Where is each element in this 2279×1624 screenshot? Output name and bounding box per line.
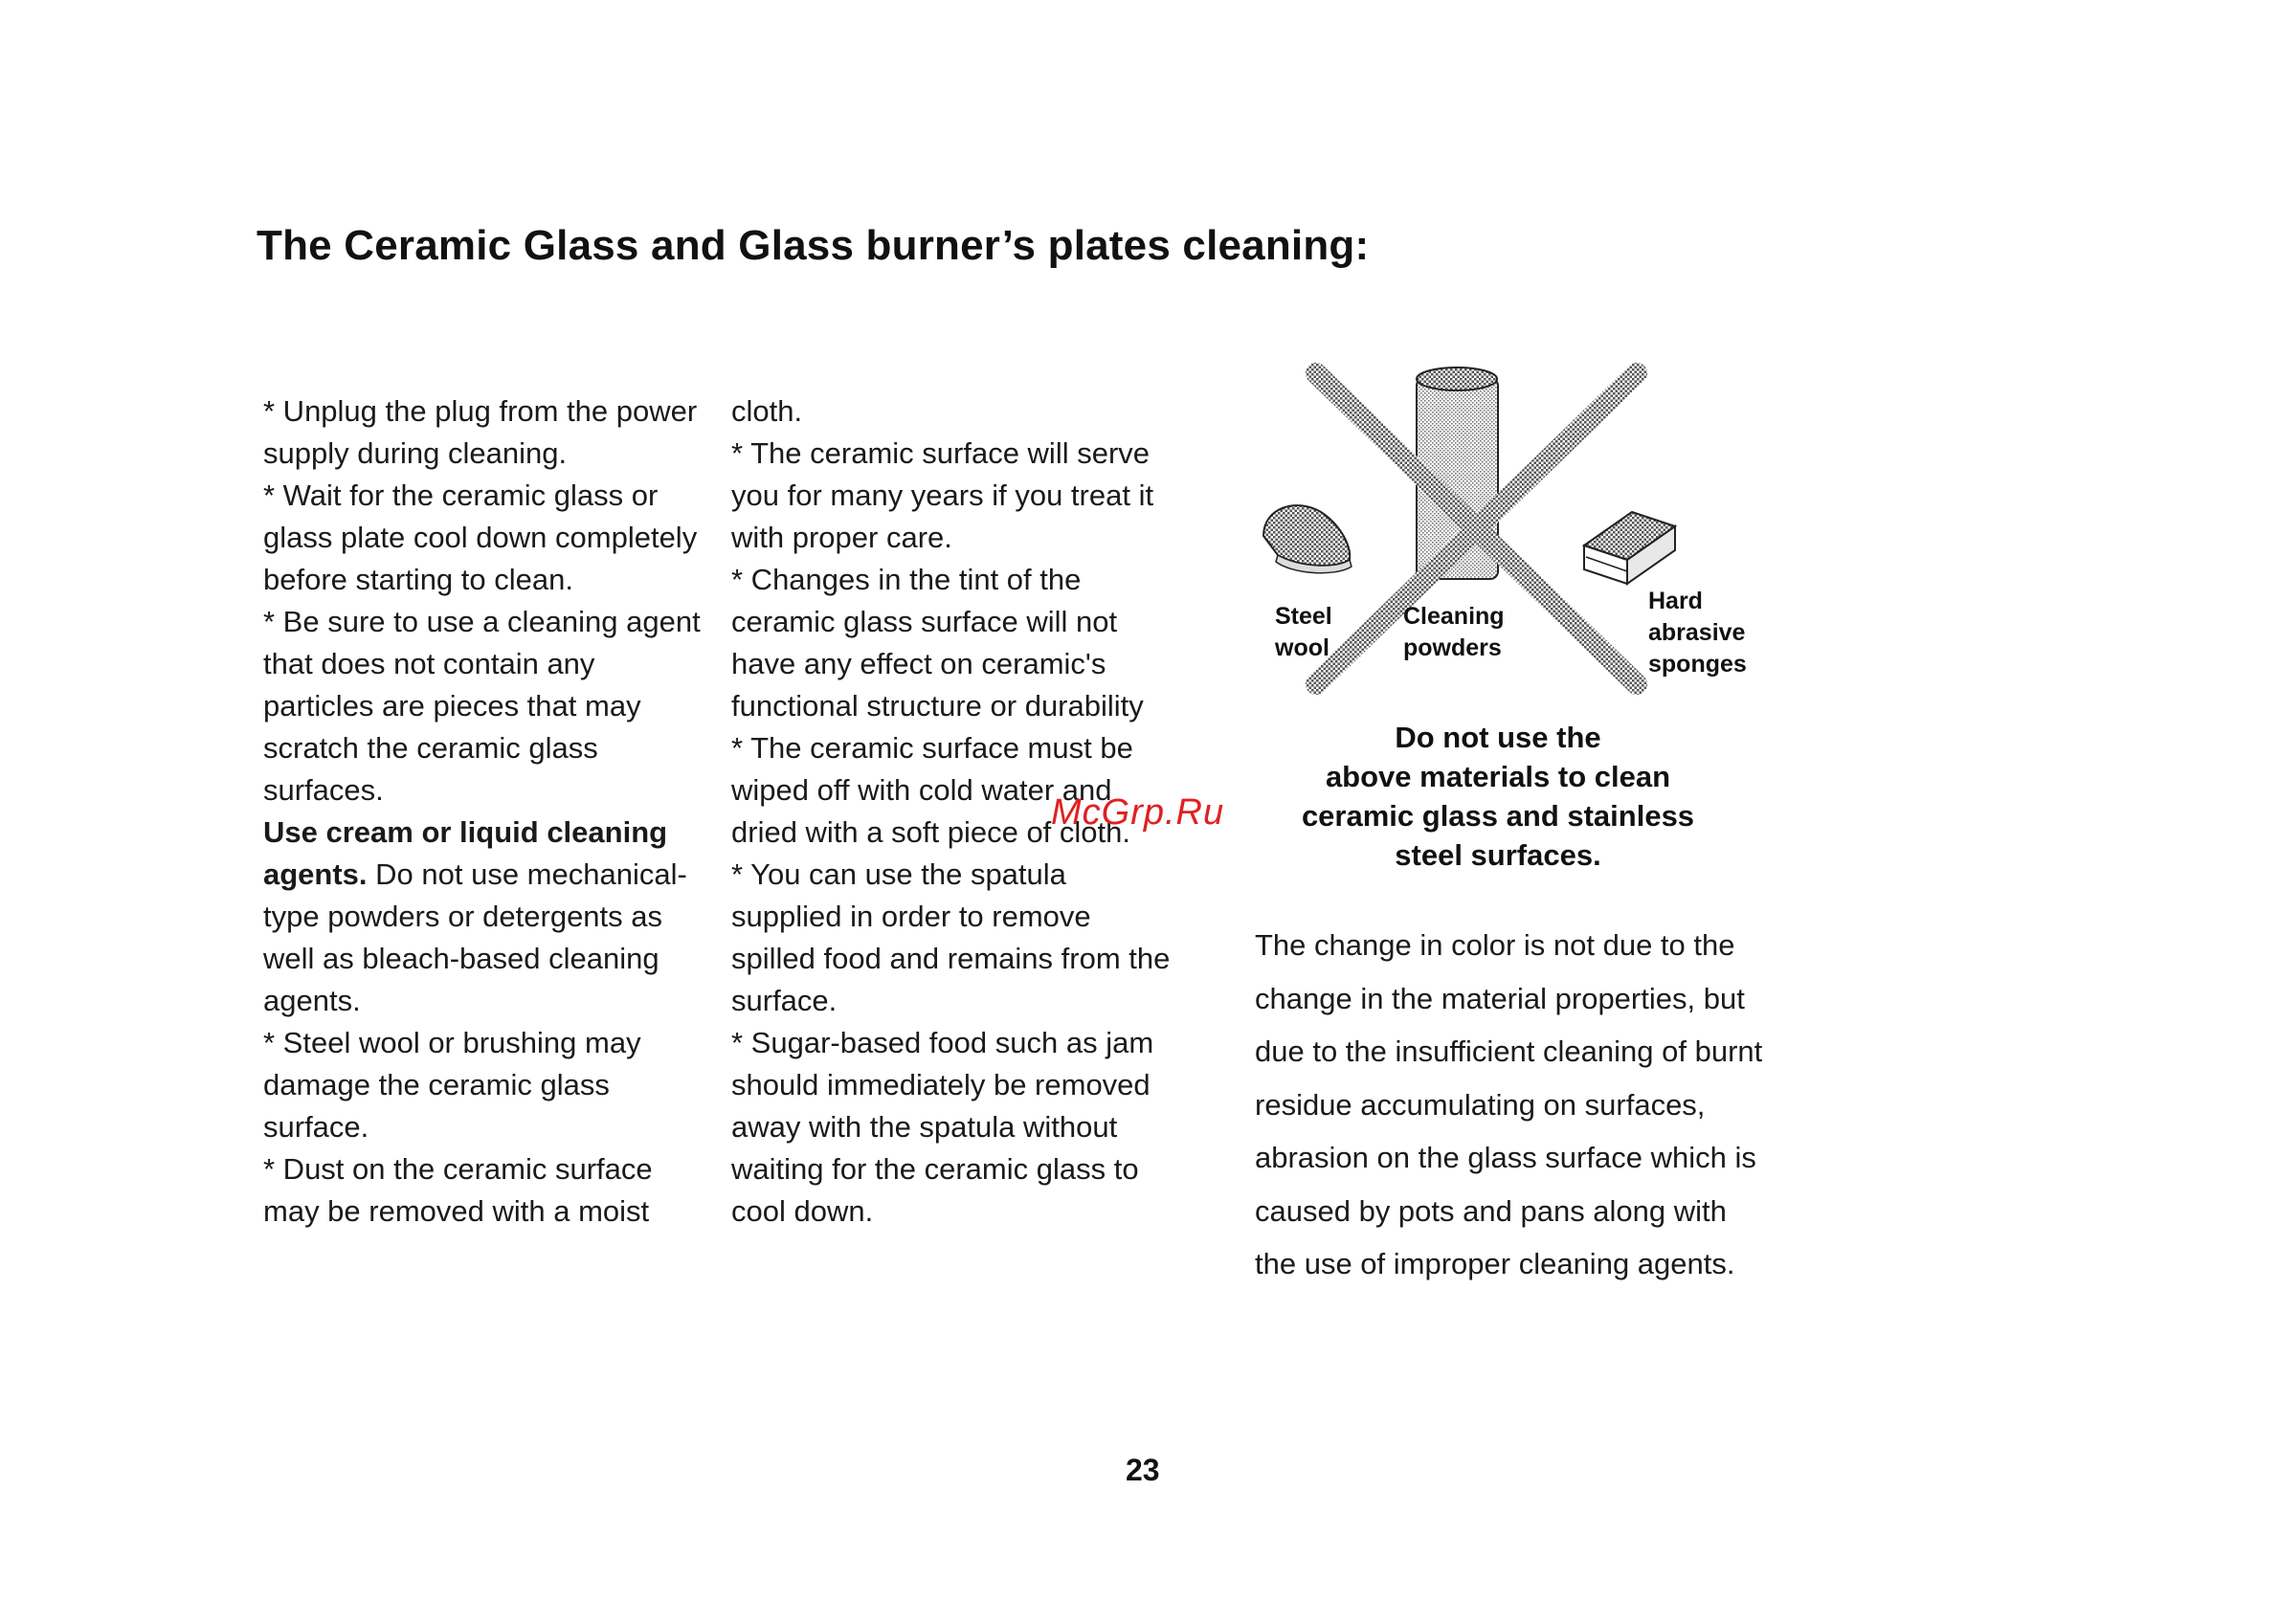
color-note-line-7: the use of improper cleaning agents.	[1255, 1247, 1735, 1280]
cleaning-powders-label	[1403, 601, 1505, 664]
cleaning-powders-label-line-1: Cleaning	[1403, 603, 1505, 630]
warning-line-4: steel surfaces.	[1395, 838, 1601, 872]
instruction-cool-down: * Wait for the ceramic glass or glass plate cool down completely before starting to clean.	[263, 478, 698, 596]
color-note-line-3: due to the insufficient cleaning of burnt	[1255, 1034, 1763, 1068]
color-note-line-1: The change in color is not due to the	[1255, 928, 1735, 962]
instruction-sugar: * Sugar-based food such as jam should immediately be removed away with the spatula without waiting for the ceramic glass to cool down.	[731, 1026, 1154, 1228]
cleaning-powders-label-line-2: powders	[1403, 634, 1502, 661]
instruction-steel-wool: * Steel wool or brushing may damage the ceramic glass surface.	[263, 1026, 641, 1144]
steel-wool-label-line-1: Steel	[1275, 603, 1332, 630]
hard-abrasive-label-line-1: Hard	[1648, 588, 1703, 614]
hard-abrasive-label-line-3: sponges	[1648, 651, 1747, 678]
instruction-cleaning-agent: * Be sure to use a cleaning agent that does not contain any particles are pieces that may scratch the ceramic glass surfaces.	[263, 605, 701, 807]
prohibited-materials-illustration	[1244, 354, 1780, 699]
page-number: 23	[1126, 1453, 1160, 1487]
color-note-line-5: abrasion on the glass surface which is	[1255, 1141, 1756, 1174]
instruction-cream-liquid-bold: Use cream or liquid cleaning agents.	[263, 815, 668, 891]
instructions-column-1	[263, 390, 713, 1233]
watermark-link[interactable]: McGrp.Ru	[1051, 792, 1225, 833]
warning-line-2: above materials to clean	[1325, 760, 1671, 793]
instruction-wipe: * The ceramic surface must be wiped off with cold water and dried with a soft piece of cloth.	[731, 731, 1133, 849]
hard-abrasive-sponges-label	[1648, 586, 1747, 680]
color-note-line-6: caused by pots and pans along with	[1255, 1193, 1727, 1228]
color-note-line-4: residue accumulating on surfaces,	[1255, 1087, 1706, 1122]
steel-wool-icon	[1263, 505, 1352, 573]
instruction-spatula: * You can use the spatula supplied in order to remove spilled food and remains from the surface.	[731, 857, 1171, 1017]
color-note-line-2: change in the material properties, but	[1255, 981, 1745, 1015]
warning-line-3: ceramic glass and stainless	[1301, 799, 1695, 833]
abrasive-sponge-icon	[1584, 512, 1675, 584]
instruction-dust: * Dust on the ceramic surface may be removed with a moist	[263, 1152, 653, 1228]
warning-line-1: Do not use the	[1395, 721, 1601, 754]
instruction-proper-care: * The ceramic surface will serve you for many years if you treat it with proper care.	[731, 436, 1154, 554]
hard-abrasive-label-line-2: abrasive	[1648, 619, 1746, 646]
steel-wool-label	[1275, 601, 1332, 664]
color-change-note	[1255, 919, 1791, 1291]
warning-caption	[1235, 718, 1761, 875]
instruction-unplug: * Unplug the plug from the power supply during cleaning.	[263, 394, 698, 470]
instruction-tint: * Changes in the tint of the ceramic glass surface will not have any effect on ceramic's functional structure or durability	[731, 563, 1144, 723]
page-title: The Ceramic Glass and Glass burner’s plates cleaning:	[257, 222, 1370, 269]
steel-wool-label-line-2: wool	[1275, 634, 1329, 661]
instruction-cream-liquid-rest: Do not use mechanical-type powders or detergents as well as bleach-based cleaning agents.	[263, 857, 687, 1017]
instruction-cream-liquid	[263, 812, 713, 1022]
instruction-cloth: cloth.	[731, 394, 803, 428]
